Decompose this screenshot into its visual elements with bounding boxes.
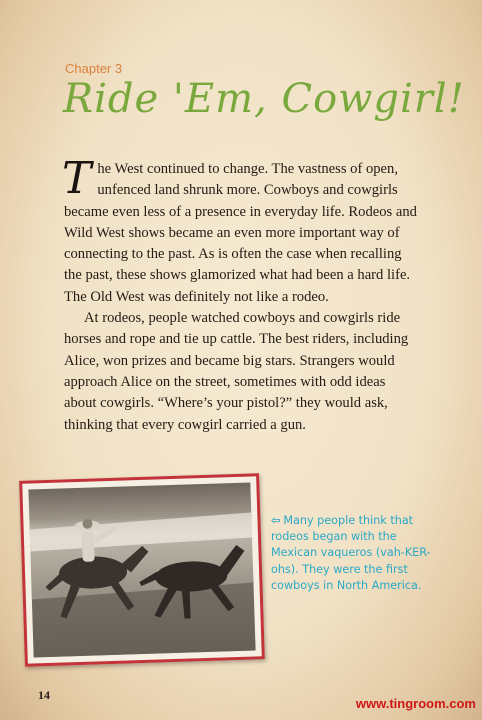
rodeo-horses-image	[28, 483, 255, 658]
chapter-label: Chapter 3	[65, 61, 123, 76]
chapter-title: Ride 'Em, Cowgirl!	[63, 76, 465, 122]
rodeo-photo	[28, 483, 255, 658]
paragraph-1	[62, 153, 418, 308]
rodeo-photo-frame	[19, 473, 265, 666]
caption-arrow-icon: ⇦	[271, 514, 281, 527]
body-text	[62, 153, 418, 436]
caption-text: Many people think that rodeos began with the Mexican vaqueros (vah-KER-ohs). They were the first cowboys in North America.	[271, 514, 431, 592]
paragraph-1-text: he West continued to change. The vastness of open, unfenced land shrunk more. Cowboys and cowgirls became even less of a presence in everyday life. Rodeos and Wild West shows became an even more important way of connecting to the past. As is often the case when recalling the past, these shows glamorized what had been a hard life. The Old West was definitely not like a rodeo.	[64, 161, 417, 305]
photo-caption	[271, 513, 431, 594]
paragraph-2: At rodeos, people watched cowboys and cowgirls ride horses and rope and tie up cattle. The best riders, including Alice, won prizes and became big stars. Strangers would approach Alice on the street, sometimes with odd ideas about cowgirls. “Where’s your pistol?” they would ask, thinking that every cowgirl carried a gun.	[64, 310, 409, 433]
page-number: 14	[38, 688, 50, 702]
drop-cap: T	[62, 153, 92, 204]
watermark: www.tingroom.com	[355, 696, 476, 711]
